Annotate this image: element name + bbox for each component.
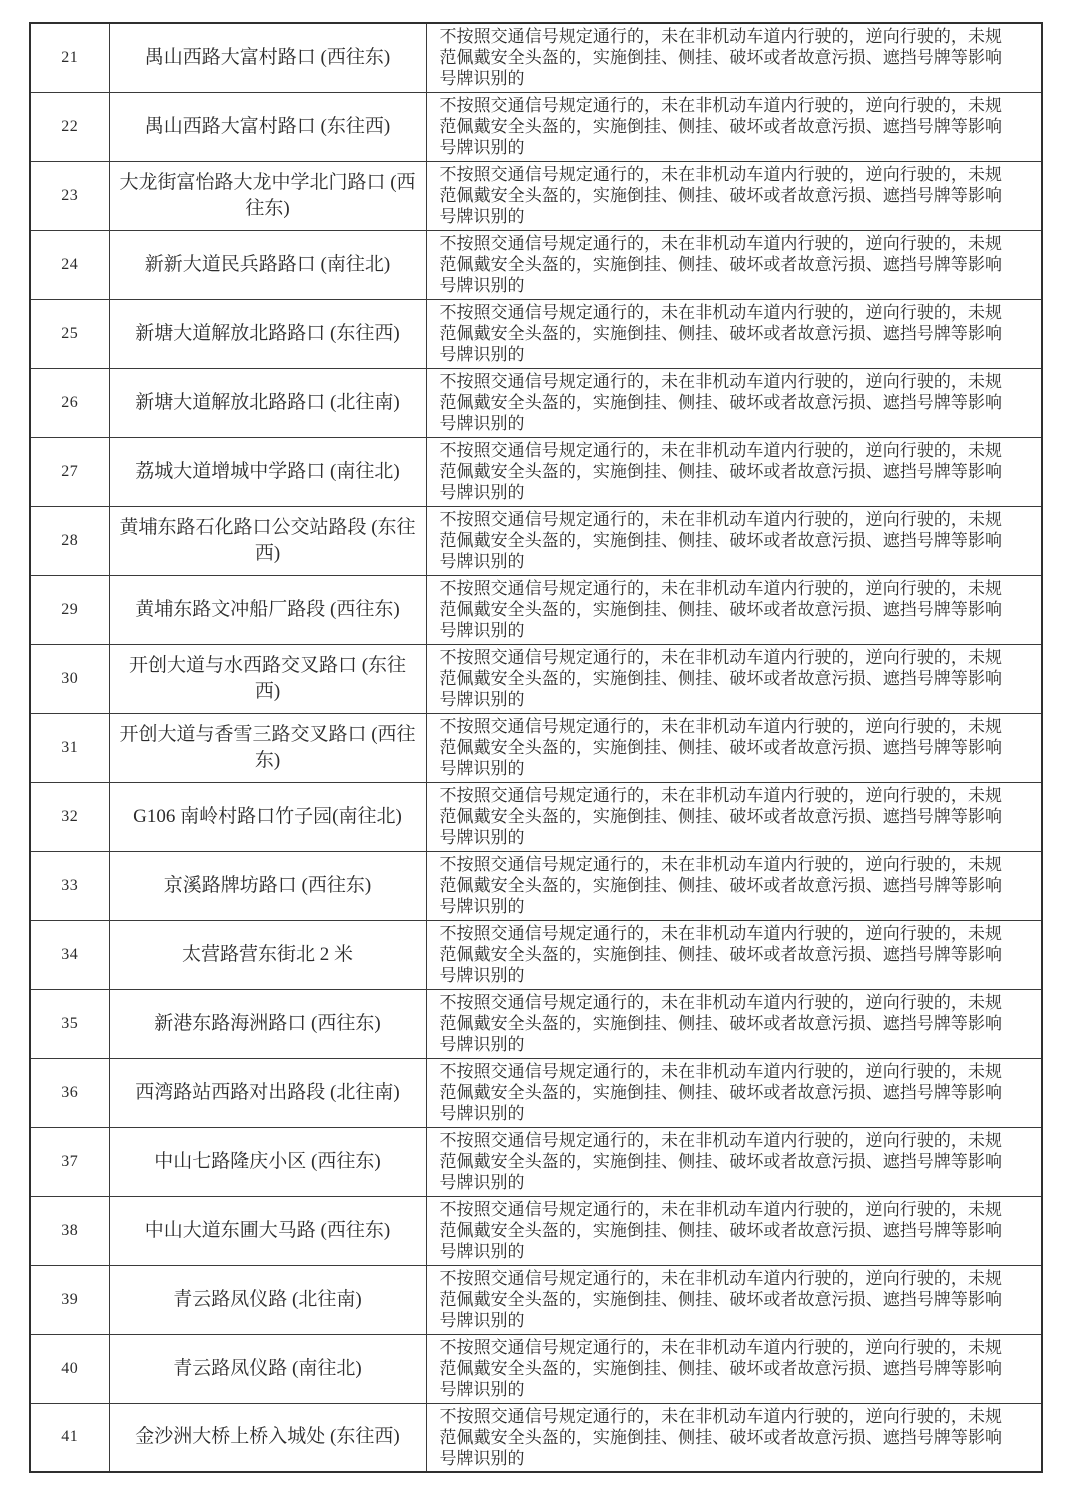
location-text: 京溪路牌坊路口 (西往东) [163,874,372,896]
table-row [30,1058,1042,1127]
violation-cell [426,989,1042,1058]
location-cell [109,1196,426,1265]
location-cell [109,437,426,506]
violation-text: 不按照交通信号规定通行的，未在非机动车道内行驶的，逆向行驶的，未规范佩戴安全头盔的，实施倒挂、侧挂、破坏或者故意污损、遮挡号牌等影响号牌识别的 [439,1200,1002,1261]
location-cell [109,575,426,644]
location-text: 太营路营东街北 2 米 [181,943,353,965]
table-row [30,92,1042,161]
location-text: 大龙街富怡路大龙中学北门路口 (西往东) [119,171,416,219]
location-cell [109,1127,426,1196]
location-text: 青云路凤仪路 (南往北) [173,1357,362,1379]
violation-text: 不按照交通信号规定通行的，未在非机动车道内行驶的，逆向行驶的，未规范佩戴安全头盔的，实施倒挂、侧挂、破坏或者故意污损、遮挡号牌等影响号牌识别的 [439,165,1002,226]
row-index-cell [30,299,109,368]
row-index-cell [30,161,109,230]
location-text: 黄埔东路文冲船厂路段 (西往东) [135,598,400,620]
table-row [30,644,1042,713]
location-cell [109,851,426,920]
row-index: 34 [61,945,79,963]
table-body [30,23,1042,1472]
row-index: 30 [61,669,79,687]
table-row [30,920,1042,989]
violation-text: 不按照交通信号规定通行的，未在非机动车道内行驶的，逆向行驶的，未规范佩戴安全头盔的，实施倒挂、侧挂、破坏或者故意污损、遮挡号牌等影响号牌识别的 [439,1269,1002,1330]
location-cell [109,920,426,989]
row-index: 32 [61,807,79,825]
violation-text: 不按照交通信号规定通行的，未在非机动车道内行驶的，逆向行驶的，未规范佩戴安全头盔的，实施倒挂、侧挂、破坏或者故意污损、遮挡号牌等影响号牌识别的 [439,855,1002,916]
row-index-cell [30,1127,109,1196]
violation-cell [426,920,1042,989]
row-index-cell [30,506,109,575]
violation-text: 不按照交通信号规定通行的，未在非机动车道内行驶的，逆向行驶的，未规范佩戴安全头盔的，实施倒挂、侧挂、破坏或者故意污损、遮挡号牌等影响号牌识别的 [439,96,1002,157]
table-row [30,782,1042,851]
violation-text: 不按照交通信号规定通行的，未在非机动车道内行驶的，逆向行驶的，未规范佩戴安全头盔的，实施倒挂、侧挂、破坏或者故意污损、遮挡号牌等影响号牌识别的 [439,1131,1002,1192]
row-index: 39 [61,1290,79,1308]
violation-cell [426,230,1042,299]
violation-text: 不按照交通信号规定通行的，未在非机动车道内行驶的，逆向行驶的，未规范佩戴安全头盔的，实施倒挂、侧挂、破坏或者故意污损、遮挡号牌等影响号牌识别的 [439,1406,1002,1468]
row-index-cell [30,1403,109,1472]
table-row [30,299,1042,368]
location-cell [109,989,426,1058]
violation-cell [426,851,1042,920]
violation-cell [426,299,1042,368]
row-index-cell [30,1265,109,1334]
table-row [30,161,1042,230]
row-index-cell [30,989,109,1058]
row-index: 23 [61,186,79,204]
violation-text: 不按照交通信号规定通行的，未在非机动车道内行驶的，逆向行驶的，未规范佩戴安全头盔的，实施倒挂、侧挂、破坏或者故意污损、遮挡号牌等影响号牌识别的 [439,510,1002,571]
row-index-cell [30,1196,109,1265]
table-row [30,713,1042,782]
table-row [30,437,1042,506]
row-index: 27 [61,462,79,480]
violation-cell [426,1058,1042,1127]
violation-text: 不按照交通信号规定通行的，未在非机动车道内行驶的，逆向行驶的，未规范佩戴安全头盔的，实施倒挂、侧挂、破坏或者故意污损、遮挡号牌等影响号牌识别的 [439,648,1002,709]
enforcement-locations-table [29,22,1043,1473]
row-index: 31 [61,738,79,756]
row-index: 29 [61,600,79,618]
row-index: 35 [61,1014,79,1032]
row-index: 26 [61,393,79,411]
violation-cell [426,506,1042,575]
violation-text: 不按照交通信号规定通行的，未在非机动车道内行驶的，逆向行驶的，未规范佩戴安全头盔的，实施倒挂、侧挂、破坏或者故意污损、遮挡号牌等影响号牌识别的 [439,372,1002,433]
row-index: 36 [61,1083,79,1101]
row-index-cell [30,575,109,644]
location-cell [109,1058,426,1127]
violation-text: 不按照交通信号规定通行的，未在非机动车道内行驶的，逆向行驶的，未规范佩戴安全头盔的，实施倒挂、侧挂、破坏或者故意污损、遮挡号牌等影响号牌识别的 [439,234,1002,295]
row-index: 22 [61,117,79,135]
location-cell [109,92,426,161]
location-text: 新新大道民兵路路口 (南往北) [144,253,391,275]
row-index: 37 [61,1152,79,1170]
location-cell [109,1334,426,1403]
row-index-cell [30,851,109,920]
violation-cell [426,1265,1042,1334]
violation-cell [426,368,1042,437]
location-text: 禺山西路大富村路口 (西往东) [144,46,391,68]
violation-text: 不按照交通信号规定通行的，未在非机动车道内行驶的，逆向行驶的，未规范佩戴安全头盔的，实施倒挂、侧挂、破坏或者故意污损、遮挡号牌等影响号牌识别的 [439,786,1002,847]
location-cell [109,23,426,92]
violation-cell [426,1403,1042,1472]
violation-cell [426,575,1042,644]
location-text: 新港东路海洲路口 (西往东) [154,1012,381,1034]
table-row [30,1334,1042,1403]
location-text: 西湾路站西路对出路段 (北往南) [135,1081,400,1103]
row-index-cell [30,644,109,713]
table-row [30,1196,1042,1265]
row-index-cell [30,782,109,851]
row-index: 28 [61,531,79,549]
location-text: 开创大道与香雪三路交叉路口 (西往东) [119,723,416,771]
violation-text: 不按照交通信号规定通行的，未在非机动车道内行驶的，逆向行驶的，未规范佩戴安全头盔的，实施倒挂、侧挂、破坏或者故意污损、遮挡号牌等影响号牌识别的 [439,441,1002,502]
table-row [30,1127,1042,1196]
row-index: 25 [61,324,79,342]
violation-cell [426,1334,1042,1403]
location-text: 禺山西路大富村路口 (东往西) [144,115,391,137]
row-index: 33 [61,876,79,894]
location-text: 青云路凤仪路 (北往南) [173,1288,362,1310]
location-cell [109,713,426,782]
location-text: 开创大道与水西路交叉路口 (东往西) [128,654,407,702]
violation-cell [426,1196,1042,1265]
row-index-cell [30,1334,109,1403]
location-cell [109,161,426,230]
row-index: 21 [61,48,79,66]
violation-text: 不按照交通信号规定通行的，未在非机动车道内行驶的，逆向行驶的，未规范佩戴安全头盔的，实施倒挂、侧挂、破坏或者故意污损、遮挡号牌等影响号牌识别的 [439,1338,1002,1399]
violation-cell [426,437,1042,506]
location-text: 新塘大道解放北路路口 (东往西) [135,322,400,344]
violation-text: 不按照交通信号规定通行的，未在非机动车道内行驶的，逆向行驶的，未规范佩戴安全头盔的，实施倒挂、侧挂、破坏或者故意污损、遮挡号牌等影响号牌识别的 [439,1062,1002,1123]
table-row [30,506,1042,575]
location-cell [109,1265,426,1334]
location-cell [109,506,426,575]
table-row [30,1265,1042,1334]
row-index: 38 [61,1221,79,1239]
location-cell [109,230,426,299]
location-cell [109,1403,426,1472]
row-index-cell [30,23,109,92]
violation-text: 不按照交通信号规定通行的，未在非机动车道内行驶的，逆向行驶的，未规范佩戴安全头盔的，实施倒挂、侧挂、破坏或者故意污损、遮挡号牌等影响号牌识别的 [439,579,1002,640]
violation-cell [426,92,1042,161]
table-row [30,23,1042,92]
row-index: 24 [61,255,79,273]
violation-cell [426,713,1042,782]
table-row [30,230,1042,299]
table-row [30,1403,1042,1472]
location-text: 中山七路隆庆小区 (西往东) [154,1150,381,1172]
row-index-cell [30,368,109,437]
violation-text: 不按照交通信号规定通行的，未在非机动车道内行驶的，逆向行驶的，未规范佩戴安全头盔的，实施倒挂、侧挂、破坏或者故意污损、遮挡号牌等影响号牌识别的 [439,303,1002,364]
violation-text: 不按照交通信号规定通行的，未在非机动车道内行驶的，逆向行驶的，未规范佩戴安全头盔的，实施倒挂、侧挂、破坏或者故意污损、遮挡号牌等影响号牌识别的 [439,924,1002,985]
row-index-cell [30,713,109,782]
violation-text: 不按照交通信号规定通行的，未在非机动车道内行驶的，逆向行驶的，未规范佩戴安全头盔的，实施倒挂、侧挂、破坏或者故意污损、遮挡号牌等影响号牌识别的 [439,993,1002,1054]
row-index: 41 [61,1428,79,1446]
table-row [30,989,1042,1058]
table-row [30,368,1042,437]
location-cell [109,368,426,437]
row-index-cell [30,437,109,506]
table-row [30,851,1042,920]
violation-cell [426,644,1042,713]
violation-cell [426,161,1042,230]
violation-cell [426,782,1042,851]
violation-cell [426,23,1042,92]
location-text: 中山大道东圃大马路 (西往东) [144,1219,391,1241]
violation-cell [426,1127,1042,1196]
location-text: 新塘大道解放北路路口 (北往南) [135,391,400,413]
location-text: 黄埔东路石化路口公交站路段 (东往西) [119,516,416,564]
location-text: 金沙洲大桥上桥入城处 (东往西) [135,1426,400,1448]
violation-text: 不按照交通信号规定通行的，未在非机动车道内行驶的，逆向行驶的，未规范佩戴安全头盔的，实施倒挂、侧挂、破坏或者故意污损、遮挡号牌等影响号牌识别的 [439,717,1002,778]
row-index-cell [30,230,109,299]
location-cell [109,644,426,713]
row-index-cell [30,92,109,161]
row-index-cell [30,920,109,989]
location-cell [109,782,426,851]
location-text: G106 南岭村路口竹子园(南往北) [133,805,402,827]
table-row [30,575,1042,644]
row-index: 40 [61,1359,79,1377]
location-cell [109,299,426,368]
location-text: 荔城大道增城中学路口 (南往北) [135,460,400,482]
violation-text: 不按照交通信号规定通行的，未在非机动车道内行驶的，逆向行驶的，未规范佩戴安全头盔的，实施倒挂、侧挂、破坏或者故意污损、遮挡号牌等影响号牌识别的 [439,27,1002,89]
row-index-cell [30,1058,109,1127]
